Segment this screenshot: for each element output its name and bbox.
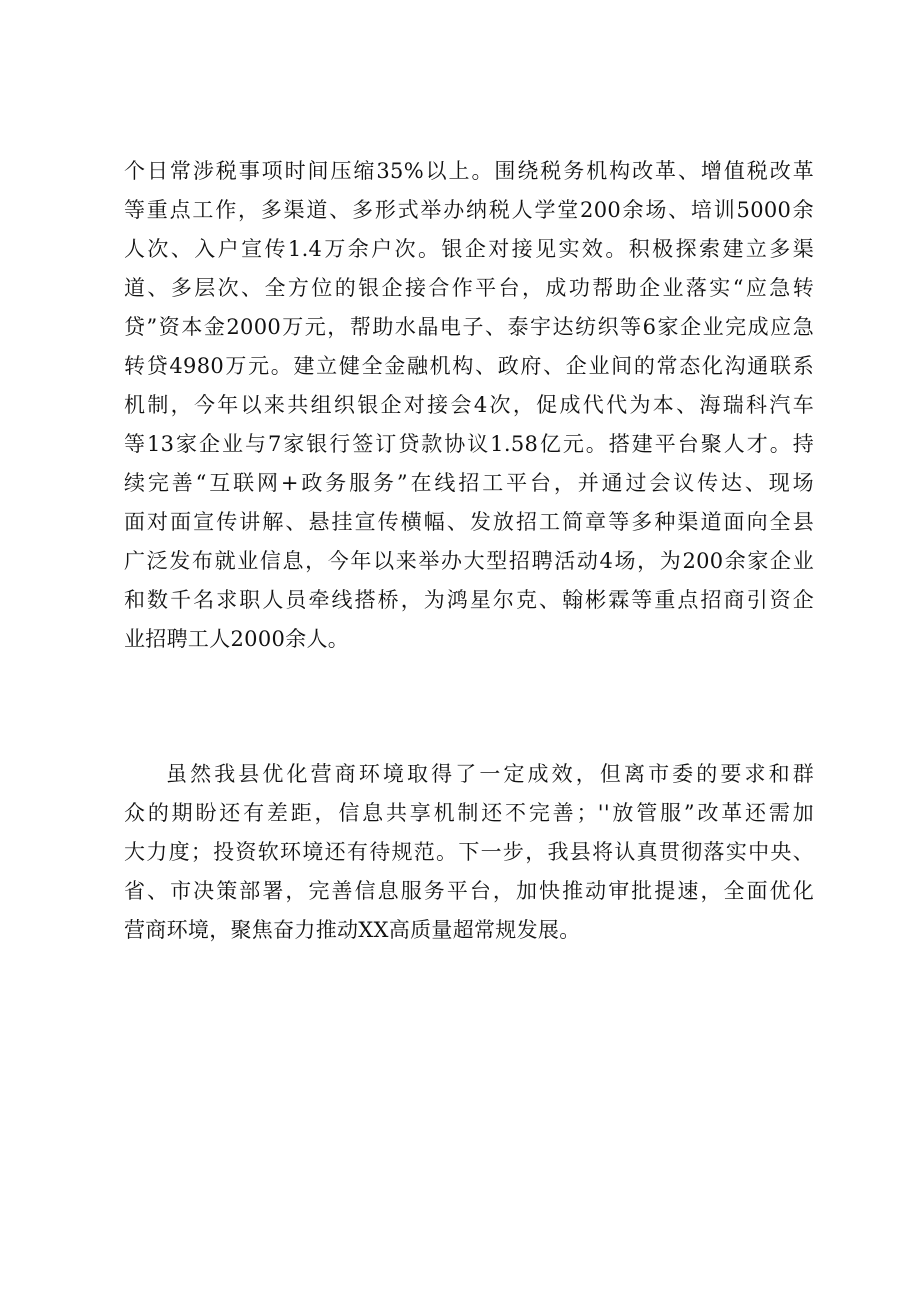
paragraph-line: 广泛发布就业信息，今年以来举办大型招聘活动4场，为200余家企业 bbox=[124, 549, 814, 573]
paragraph-next-steps bbox=[124, 755, 814, 950]
paragraph-line: 人次、入户宣传1.4万余户次。银企对接见实效。积极探索建立多渠 bbox=[124, 237, 814, 261]
paragraph-line: 道、多层次、全方位的银企接合作平台，成功帮助企业落实“应急转 bbox=[124, 276, 814, 300]
paragraph-line: 等13家企业与7家银行签订贷款协议1.58亿元。搭建平台聚人才。持 bbox=[124, 432, 814, 456]
paragraph-line: 营商环境，聚焦奋力推动XX高质量超常规发展。 bbox=[124, 918, 581, 942]
paragraph-line: 虽然我县优化营商环境取得了一定成效，但离市委的要求和群 bbox=[166, 762, 814, 786]
paragraph-line: 业招聘工人2000余人。 bbox=[124, 627, 350, 651]
paragraph-line: 转贷4980万元。建立健全金融机构、政府、企业间的常态化沟通联系 bbox=[124, 354, 814, 378]
paragraph-line: 省、市决策部署，完善信息服务平台，加快推动审批提速，全面优化 bbox=[124, 879, 814, 903]
paragraph-line: 面对面宣传讲解、悬挂宣传横幅、发放招工简章等多种渠道面向全县 bbox=[124, 510, 814, 534]
paragraph-business-environment-results bbox=[124, 152, 814, 659]
paragraph-line: 贷”资本金2000万元，帮助水晶电子、泰宇达纺织等6家企业完成应急 bbox=[124, 315, 814, 339]
paragraph-line: 众的期盼还有差距，信息共享机制还不完善；''放管服”改革还需加 bbox=[124, 801, 814, 825]
paragraph-line: 大力度；投资软环境还有待规范。下一步，我县将认真贯彻落实中央、 bbox=[124, 840, 814, 864]
paragraph-line: 个日常涉税事项时间压缩35%以上。围绕税务机构改革、增值税改革 bbox=[124, 159, 814, 183]
paragraph-line: 续完善“互联网+政务服务”在线招工平台，并通过会议传达、现场 bbox=[124, 471, 814, 495]
paragraph-line: 等重点工作，多渠道、多形式举办纳税人学堂200余场、培训5000余 bbox=[124, 198, 814, 222]
paragraph-line: 和数千名求职人员牵线搭桥，为鸿星尔克、翰彬霖等重点招商引资企 bbox=[124, 588, 814, 612]
paragraph-line: 机制，今年以来共组织银企对接会4次，促成代代为本、海瑞科汽车 bbox=[124, 393, 814, 417]
